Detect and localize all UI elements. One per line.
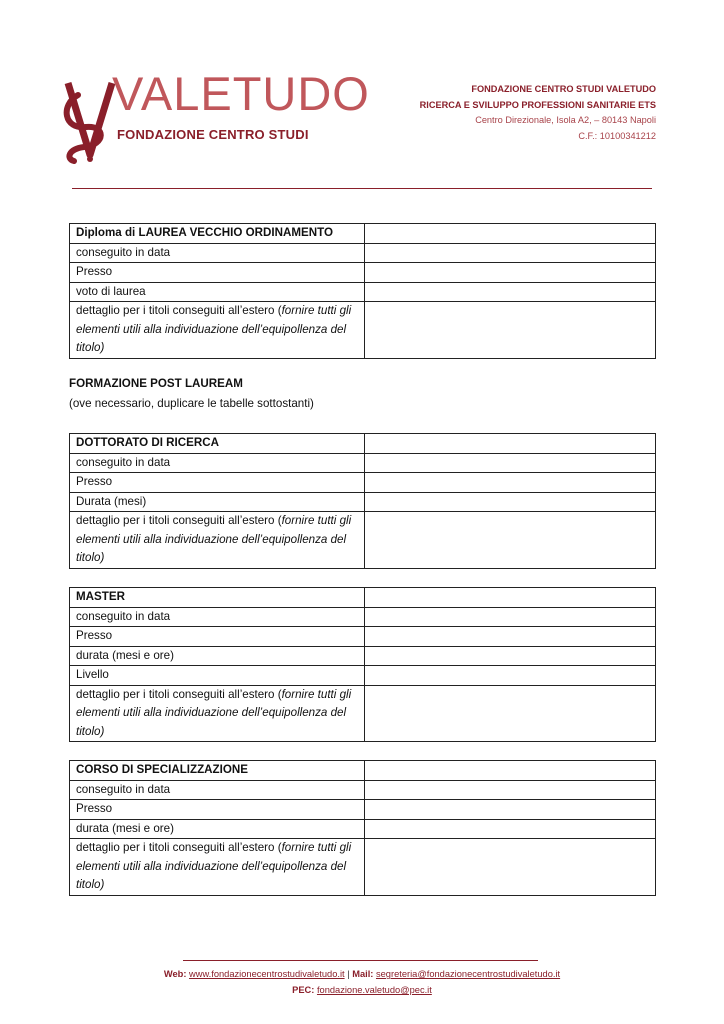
org-description: RICERCA E SVILUPPO PROFESSIONI SANITARIE ETS (419, 99, 656, 110)
specializzazione-date-field[interactable] (365, 780, 656, 800)
footer-pec: PEC: fondazione.valetudo@pec.it (292, 985, 432, 995)
master-estero-field[interactable] (365, 685, 656, 742)
table-row (70, 588, 656, 608)
mail-link[interactable]: segreteria@fondazionecentrostudivaletudo.it (375, 969, 561, 979)
field-label: Presso (70, 263, 365, 283)
table-row (70, 473, 656, 493)
table-row (70, 282, 656, 302)
table-row (70, 646, 656, 666)
table-row (70, 839, 656, 896)
specializzazione-durata-field[interactable] (365, 819, 656, 839)
dottorato-durata-field[interactable] (365, 492, 656, 512)
caduceus-logo-icon (60, 75, 120, 165)
laurea-table (69, 223, 656, 359)
org-name: FONDAZIONE CENTRO STUDI VALETUDO (471, 84, 656, 94)
table-row (70, 263, 656, 283)
table-row (70, 761, 656, 781)
field-label: conseguito in data (70, 453, 365, 473)
dottorato-title-value[interactable] (365, 434, 656, 454)
detail-italic: fornire tutti gli elementi utili alla individuazione dell’equipollenza del titolo) (76, 841, 352, 891)
header-divider (72, 188, 652, 189)
specializzazione-title: CORSO DI SPECIALIZZAZIONE (70, 761, 365, 781)
field-label: Presso (70, 800, 365, 820)
pec-label: PEC (292, 985, 312, 995)
table-row (70, 434, 656, 454)
specializzazione-estero-field[interactable] (365, 839, 656, 896)
table-row (70, 512, 656, 569)
dottorato-presso-field[interactable] (365, 473, 656, 493)
laurea-title-value[interactable] (365, 224, 656, 244)
laurea-date-field[interactable] (365, 243, 656, 263)
table-row (70, 780, 656, 800)
table-row (70, 627, 656, 647)
organization-address (420, 82, 656, 144)
master-durata-field[interactable] (365, 646, 656, 666)
field-label (70, 512, 365, 569)
dottorato-title: DOTTORATO DI RICERCA (70, 434, 365, 454)
master-title: MASTER (70, 588, 365, 608)
mail-label: Mail: (352, 969, 374, 979)
table-row (70, 666, 656, 686)
laurea-presso-field[interactable] (365, 263, 656, 283)
field-label (70, 302, 365, 359)
master-presso-field[interactable] (365, 627, 656, 647)
footer-separator: | (347, 969, 350, 979)
pec-link[interactable]: fondazione.valetudo@pec.it (316, 985, 432, 995)
master-table (69, 587, 656, 742)
detail-italic: fornire tutti gli elementi utili alla individuazione dell’equipollenza del titolo) (76, 304, 352, 354)
master-livello-field[interactable] (365, 666, 656, 686)
footer-contacts: Web: www.fondazionecentrostudivaletudo.it | Mail: segreteria@fondazionecentrostudivaletudo.it (163, 969, 561, 979)
specializzazione-title-value[interactable] (365, 761, 656, 781)
dottorato-date-field[interactable] (365, 453, 656, 473)
footer-divider (183, 960, 538, 961)
detail-text: dettaglio per i titoli conseguiti all’estero ( (76, 841, 282, 854)
specializzazione-presso-field[interactable] (365, 800, 656, 820)
field-label: conseguito in data (70, 243, 365, 263)
specializzazione-table (69, 760, 656, 896)
table-row (70, 607, 656, 627)
logo-subtitle: FONDAZIONE CENTRO STUDI (117, 127, 309, 142)
dottorato-table (69, 433, 656, 569)
org-street: Centro Direzionale, Isola A2, – 80143 Napoli (475, 115, 656, 125)
org-tax-code: C.F.: 10100341212 (578, 130, 656, 141)
laurea-title: Diploma di LAUREA VECCHIO ORDINAMENTO (70, 224, 365, 244)
laurea-voto-field[interactable] (365, 282, 656, 302)
field-label (70, 839, 365, 896)
detail-text: dettaglio per i titoli conseguiti all’estero ( (76, 304, 282, 317)
table-row (70, 224, 656, 244)
field-label: Durata (mesi) (70, 492, 365, 512)
table-row (70, 243, 656, 263)
table-row (70, 302, 656, 359)
dottorato-estero-field[interactable] (365, 512, 656, 569)
field-label (70, 685, 365, 742)
detail-italic: fornire tutti gli elementi utili alla individuazione dell’equipollenza del titolo) (76, 687, 352, 738)
field-label: Livello (70, 666, 365, 686)
detail-text: dettaglio per i titoli conseguiti all’estero ( (76, 514, 282, 527)
field-label: conseguito in data (70, 607, 365, 627)
field-label: conseguito in data (70, 780, 365, 800)
laurea-estero-field[interactable] (365, 302, 656, 359)
field-label: Presso (70, 473, 365, 493)
table-row (70, 800, 656, 820)
field-label: voto di laurea (70, 282, 365, 302)
field-label: Presso (70, 627, 365, 647)
web-label: Web (163, 969, 184, 979)
post-laurea-heading: FORMAZIONE POST LAUREAM (69, 377, 243, 390)
logo-wordmark: VALETUDO (112, 67, 370, 120)
table-row (70, 453, 656, 473)
table-row (70, 685, 656, 742)
table-row (70, 819, 656, 839)
field-label: durata (mesi e ore) (70, 819, 365, 839)
master-title-value[interactable] (365, 588, 656, 608)
field-label: durata (mesi e ore) (70, 646, 365, 666)
detail-italic: fornire tutti gli elementi utili alla individuazione dell’equipollenza del titolo) (76, 514, 352, 564)
master-date-field[interactable] (365, 607, 656, 627)
detail-text: dettaglio per i titoli conseguiti all’estero ( (76, 687, 282, 701)
post-laurea-note: (ove necessario, duplicare le tabelle sottostanti) (69, 397, 314, 410)
web-link[interactable]: www.fondazionecentrostudivaletudo.it (189, 969, 345, 979)
table-row (70, 492, 656, 512)
